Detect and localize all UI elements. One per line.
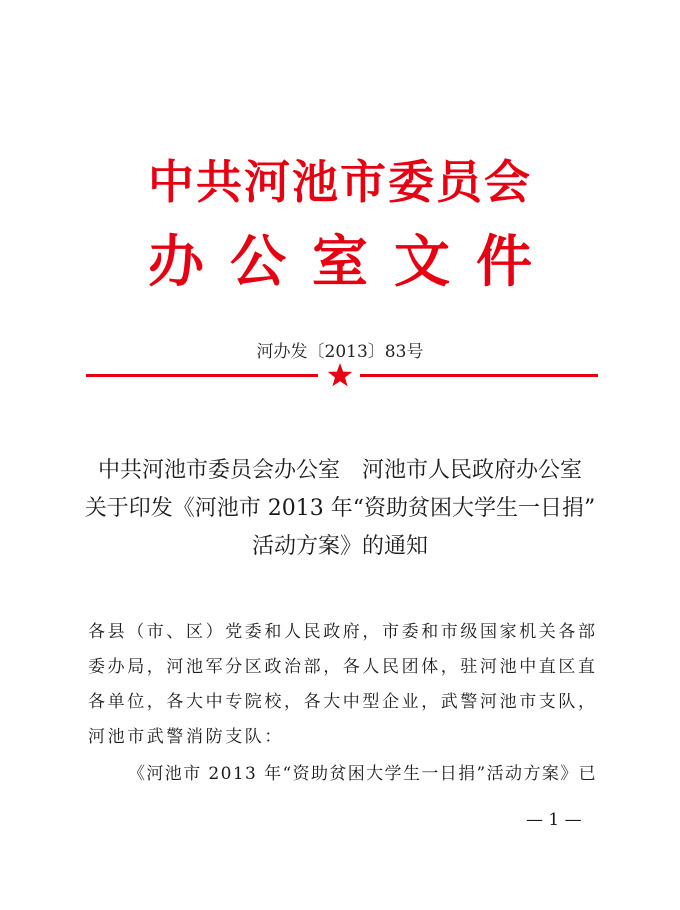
red-divider-right: [360, 374, 598, 377]
issuer-name-line2: 办公室文件: [148, 229, 558, 295]
body-paragraph: 《河池市 2013 年“资助贫困大学生一日捐”活动方案》已: [128, 764, 598, 784]
addressee-line: 委办局，河池军分区政治部，各人民团体，驻河池中直区直: [88, 657, 598, 677]
issuer-name-line1: 中共河池市委员会: [148, 155, 532, 209]
addressee-line: 各单位，各大中专院校，各大中型企业，武警河池市支队，: [88, 692, 598, 712]
red-divider-left: [86, 374, 318, 377]
addressee-line: 河池市武警消防支队：: [88, 727, 284, 747]
document-title-line3: 活动方案》的通知: [251, 534, 428, 559]
document-title-line2: 关于印发《河池市 2013 年“资助贫困大学生一日捐”: [84, 496, 596, 521]
document-number: 河办发〔2013〕83号: [256, 342, 424, 362]
star-icon: [327, 362, 353, 388]
addressee-line: 各县（市、区）党委和人民政府，市委和市级国家机关各部: [88, 622, 598, 642]
document-title-line1: 中共河池市委员会办公室 河池市人民政府办公室: [97, 458, 582, 483]
page-number: — 1 —: [526, 810, 582, 830]
